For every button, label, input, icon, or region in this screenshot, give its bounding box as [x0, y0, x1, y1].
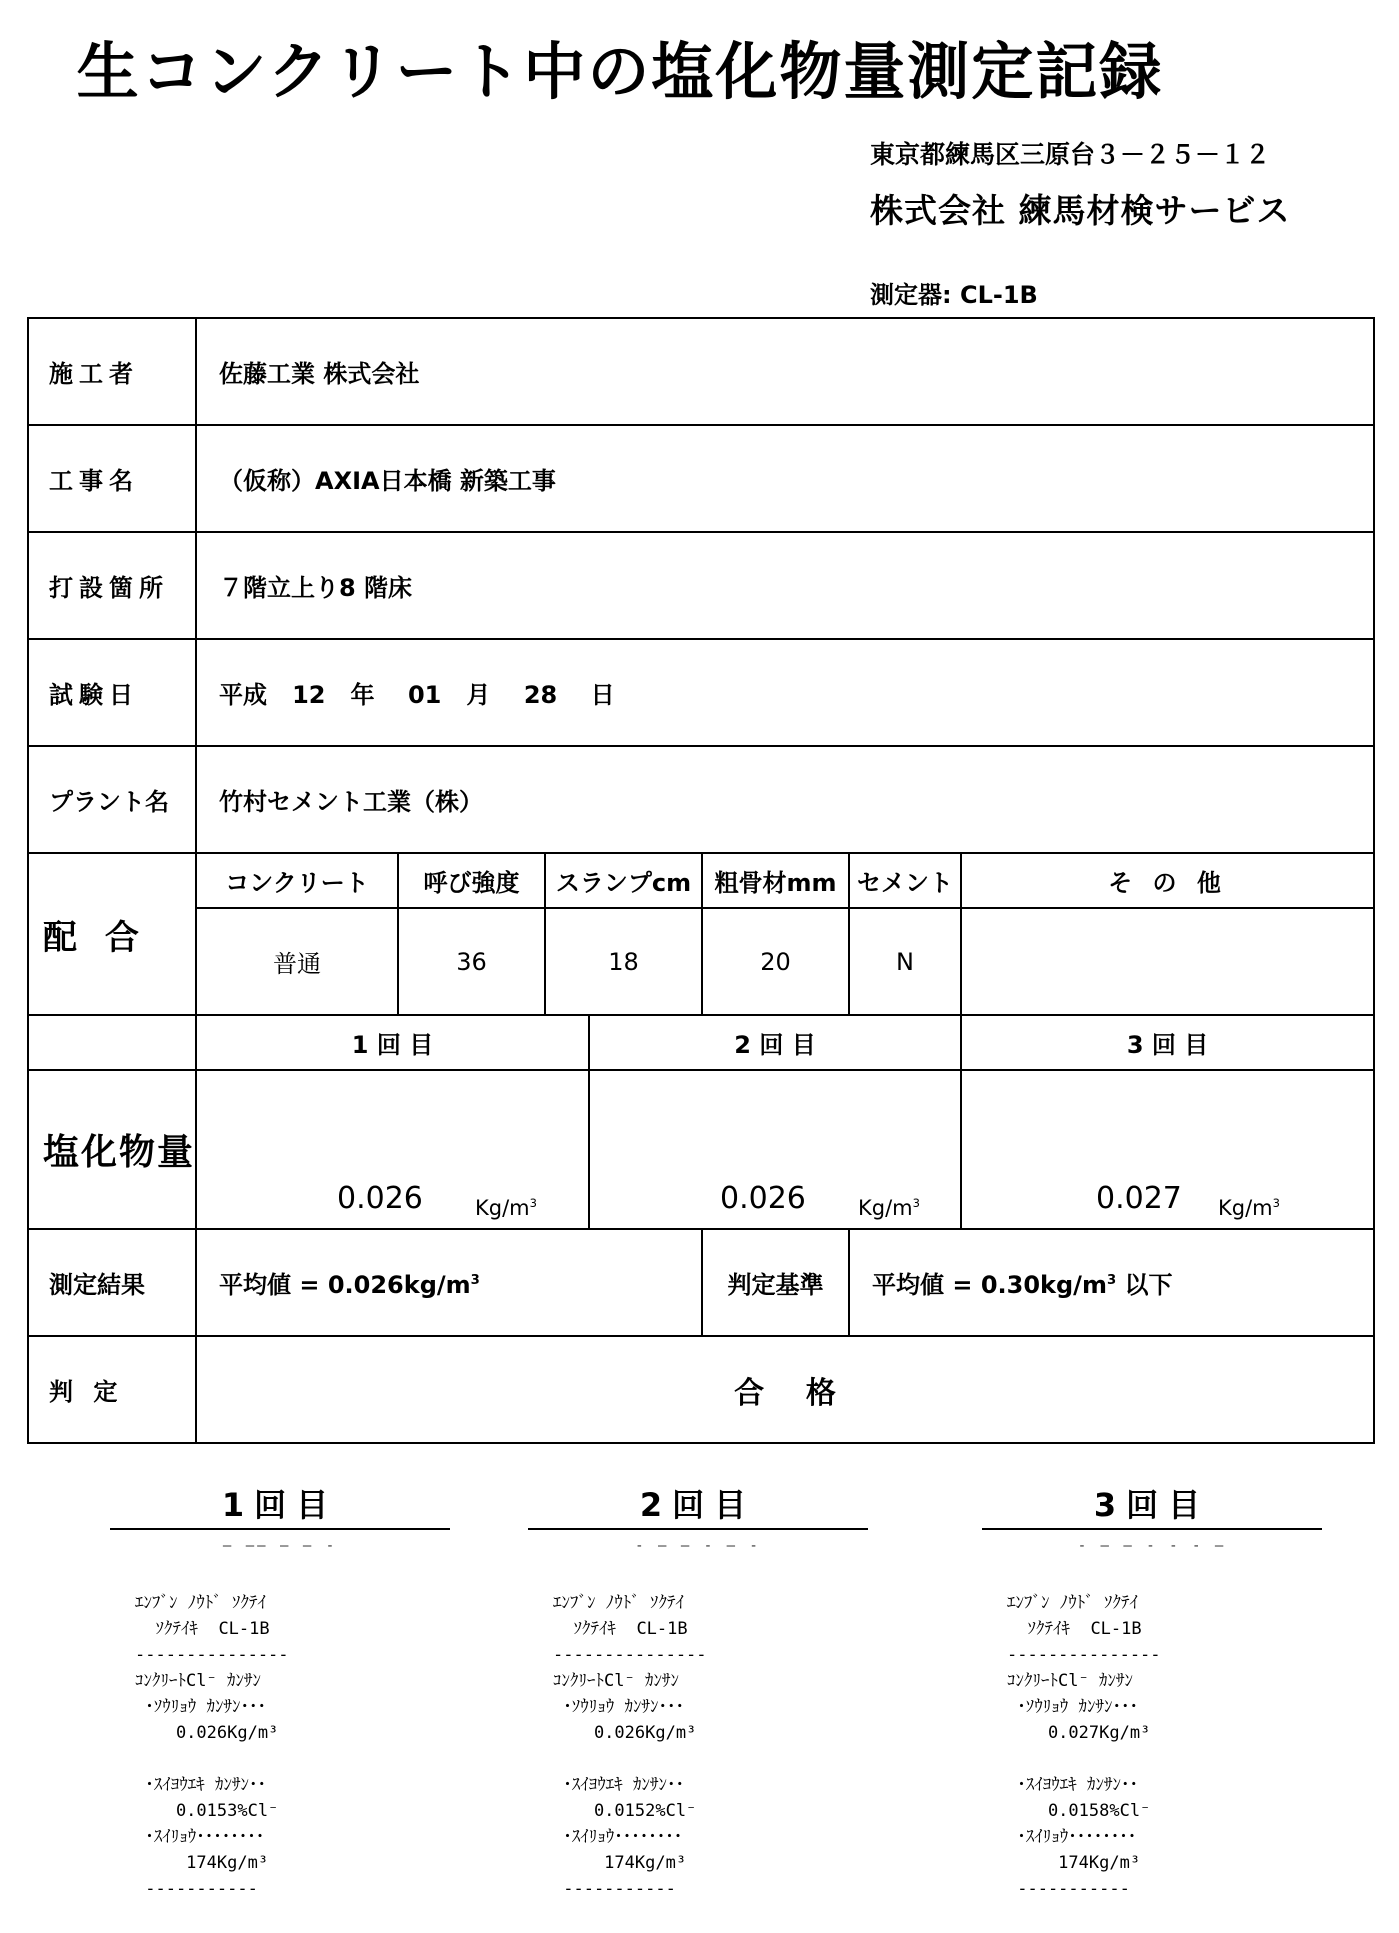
- receipt-round-3: [982, 1480, 1322, 1902]
- round-2-unit: $Kg/m^3$: [858, 1196, 920, 1220]
- round-3-value-cell: [961, 1070, 1374, 1229]
- round-3-unit: $Kg/m^3$: [1218, 1196, 1280, 1220]
- receipt-line: ｿｸﾃｲｷ CL-1B: [553, 1619, 688, 1639]
- receipt-line: ｴﾝﾌﾞﾝ ﾉｳﾄﾞ ｿｸﾃｲ: [553, 1593, 684, 1613]
- round-1-value-cell: [196, 1070, 589, 1229]
- receipt-1-heading: 1回目: [110, 1480, 450, 1530]
- mix-value-concrete: 普通: [196, 908, 398, 1015]
- judgement-label: 判 定: [28, 1336, 196, 1443]
- round-3-value: 0.027: [1096, 1181, 1182, 1216]
- round-2-value-cell: [589, 1070, 961, 1229]
- receipt-line: ･ｽｲﾘｮｳ････････: [553, 1827, 683, 1847]
- plant-label: プラント名: [28, 746, 196, 853]
- mix-values-row: [28, 908, 1374, 1015]
- receipt-line: 0.0153%Cl⁻: [135, 1801, 279, 1821]
- round-2-header: 2 回 目: [589, 1015, 961, 1070]
- location-label: 打設箇所: [28, 532, 196, 639]
- receipt-line: ･ｿｳﾘｮｳ ｶﾝｻﾝ･･･: [135, 1697, 266, 1717]
- receipt-line: 0.026Kg/m³: [135, 1723, 279, 1743]
- mix-value-slump: 18: [545, 908, 702, 1015]
- receipt-line: ･ｽｲﾖｳｴｷ ｶﾝｻﾝ･･: [1007, 1775, 1138, 1795]
- mix-header-other: そ の 他: [961, 853, 1374, 908]
- chloride-label: 塩化物量: [28, 1070, 196, 1229]
- receipt-line: ---------------: [553, 1645, 707, 1665]
- mix-header-slump: スランプcm: [545, 853, 702, 908]
- record-table: [27, 317, 1375, 1444]
- mix-header-strength: 呼び強度: [398, 853, 545, 908]
- location-row: [28, 532, 1374, 639]
- project-value: （仮称）AXIA日本橋 新築工事: [196, 425, 1374, 532]
- receipt-line: -----------: [553, 1879, 676, 1899]
- mix-value-other: [961, 908, 1374, 1015]
- receipt-line: ･ｽｲﾖｳｴｷ ｶﾝｻﾝ･･: [135, 1775, 266, 1795]
- receipt-line: ･ｽｲﾖｳｴｷ ｶﾝｻﾝ･･: [553, 1775, 684, 1795]
- contractor-row: [28, 318, 1374, 425]
- receipt-line: ｴﾝﾌﾞﾝ ﾉｳﾄﾞ ｿｸﾃｲ: [135, 1593, 266, 1613]
- receipt-line: ｺﾝｸﾘｰﾄCl⁻ ｶﾝｻﾝ: [135, 1671, 261, 1691]
- measuring-device: 測定器: CL-1B: [870, 281, 1038, 309]
- criteria-value: 平均値 = $0.30kg/m^3$ 以下: [849, 1229, 1374, 1336]
- mix-value-cement: N: [849, 908, 961, 1015]
- mix-header-concrete: コンクリート: [196, 853, 398, 908]
- location-value: ７階立上り8 階床: [196, 532, 1374, 639]
- mix-header-cement: セメント: [849, 853, 961, 908]
- judgement-row: [28, 1336, 1374, 1443]
- receipt-line: ･ｽｲﾘｮｳ････････: [135, 1827, 265, 1847]
- receipt-line: ｿｸﾃｲｷ CL-1B: [1007, 1619, 1142, 1639]
- judgement-value: 合 格: [196, 1336, 1374, 1443]
- project-label: 工事名: [28, 425, 196, 532]
- receipt-line: ---------------: [135, 1645, 289, 1665]
- round-2-value: 0.026: [720, 1181, 806, 1216]
- plant-value: 竹村セメント工業（株）: [196, 746, 1374, 853]
- receipt-line: ･ｿｳﾘｮｳ ｶﾝｻﾝ･･･: [553, 1697, 684, 1717]
- receipt-round-1: [110, 1480, 450, 1902]
- receipt-3-heading: 3回目: [982, 1480, 1322, 1530]
- receipt-2-body: [528, 1590, 868, 1902]
- receipt-round-2: [528, 1480, 868, 1902]
- receipt-line: -----------: [1007, 1879, 1130, 1899]
- receipt-line: [1007, 1746, 1322, 1772]
- contractor-label: 施工者: [28, 318, 196, 425]
- receipt-line: 0.0158%Cl⁻: [1007, 1801, 1151, 1821]
- test-date-label: 試験日: [28, 639, 196, 746]
- receipt-line: ｴﾝﾌﾞﾝ ﾉｳﾄﾞ ｿｸﾃｲ: [1007, 1593, 1138, 1613]
- mix-label: 配 合: [28, 853, 196, 1015]
- result-row: [28, 1229, 1374, 1336]
- mix-header-aggregate: 粗骨材mm: [702, 853, 849, 908]
- receipt-line: 174Kg/m³: [135, 1853, 269, 1873]
- chloride-rounds-row: [28, 1015, 1374, 1070]
- round-1-value: 0.026: [337, 1181, 423, 1216]
- average-value: 平均値 = $0.026kg/m^3$: [196, 1229, 702, 1336]
- round-1-header: 1 回 目: [196, 1015, 589, 1070]
- receipt-2-tear-line: - — — - — -: [635, 1538, 761, 1554]
- receipt-line: ---------------: [1007, 1645, 1161, 1665]
- receipt-line: 0.027Kg/m³: [1007, 1723, 1151, 1743]
- document-title: 生コンクリート中の塩化物量測定記録: [76, 35, 1164, 108]
- receipt-line: ･ｿｳﾘｮｳ ｶﾝｻﾝ･･･: [1007, 1697, 1138, 1717]
- rounds-blank: [28, 1015, 196, 1070]
- mix-value-aggregate: 20: [702, 908, 849, 1015]
- receipt-line: ｿｸﾃｲｷ CL-1B: [135, 1619, 270, 1639]
- receipt-3-tear-line: - — — - - - —: [1077, 1538, 1227, 1554]
- receipt-1-tear-line: — —— — — -: [222, 1538, 338, 1554]
- plant-row: [28, 746, 1374, 853]
- receipt-line: -----------: [135, 1879, 258, 1899]
- receipt-line: ｺﾝｸﾘｰﾄCl⁻ ｶﾝｻﾝ: [553, 1671, 679, 1691]
- round-1-unit: $Kg/m^3$: [475, 1196, 537, 1220]
- receipt-2-heading: 2回目: [528, 1480, 868, 1530]
- receipt-line: 0.0152%Cl⁻: [553, 1801, 697, 1821]
- receipt-line: ｺﾝｸﾘｰﾄCl⁻ ｶﾝｻﾝ: [1007, 1671, 1133, 1691]
- receipt-line: [553, 1746, 868, 1772]
- receipt-line: 174Kg/m³: [553, 1853, 687, 1873]
- chloride-values-row: [28, 1070, 1374, 1229]
- receipt-line: ･ｽｲﾘｮｳ････････: [1007, 1827, 1137, 1847]
- receipt-line: 174Kg/m³: [1007, 1853, 1141, 1873]
- test-date-value: 平成 12 年 01 月 28 日: [196, 639, 1374, 746]
- mix-header-row: [28, 853, 1374, 908]
- company-name: 株式会社 練馬材検サービス: [870, 191, 1291, 230]
- project-row: [28, 425, 1374, 532]
- criteria-label: 判定基準: [702, 1229, 849, 1336]
- receipt-1-body: [110, 1590, 450, 1902]
- mix-value-strength: 36: [398, 908, 545, 1015]
- round-3-header: 3 回 目: [961, 1015, 1374, 1070]
- contractor-value: 佐藤工業 株式会社: [196, 318, 1374, 425]
- receipt-3-body: [982, 1590, 1322, 1902]
- company-address: 東京都練馬区三原台３－２５－１２: [870, 140, 1271, 169]
- receipt-line: 0.026Kg/m³: [553, 1723, 697, 1743]
- result-label: 測定結果: [28, 1229, 196, 1336]
- receipt-line: [135, 1746, 450, 1772]
- test-date-row: [28, 639, 1374, 746]
